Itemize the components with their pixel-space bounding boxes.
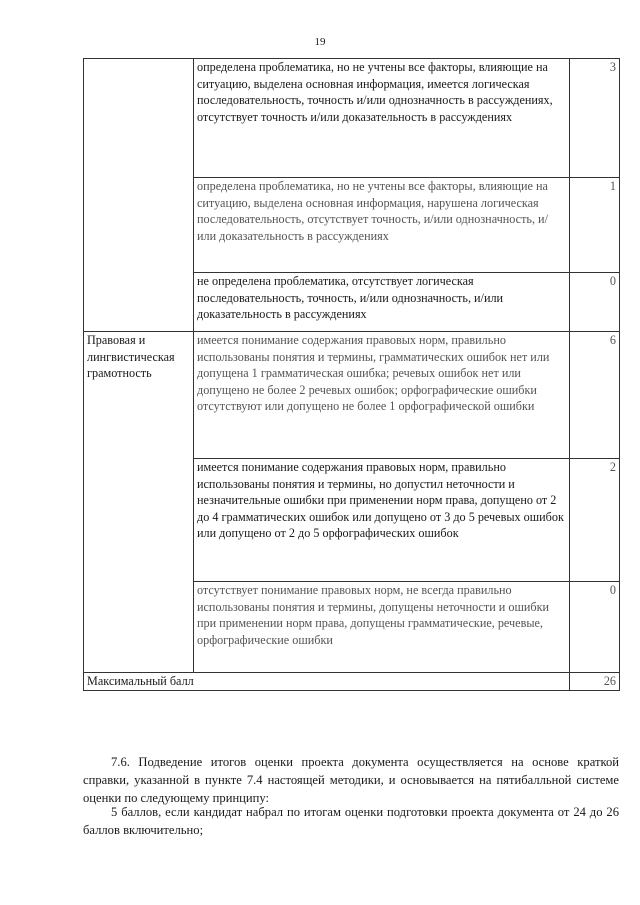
max-score-label: Максимальный балл <box>84 673 570 691</box>
criterion-points: 6 <box>570 332 620 459</box>
criterion-description: имеется понимание содержания правовых норм, правильно использованы понятия и термины, грамматических ошибок нет или допущена 1 грамматическая ошибка; речевых ошибок нет или допущено не более 2 речевых ошибок; орфографические ошибки отсутствуют или допущено не более 1 орфографической ошибки <box>194 332 570 459</box>
criterion-points: 3 <box>570 59 620 178</box>
criteria-table <box>83 58 620 691</box>
paragraph: 7.6. Подведение итогов оценки проекта документа осуществляется на основе краткой справки, указанной в пункте 7.4 настоящей методики, и основывается на пятибалльной системе оценки по следующему принципу: <box>83 755 619 805</box>
page-number: 19 <box>314 36 326 48</box>
paragraph: 5 баллов, если кандидат набрал по итогам оценки подготовки проекта документа от 24 до 26 баллов включительно; <box>83 805 619 837</box>
criterion-description: не определена проблематика, отсутствует логическая последовательность, точность, и/или однозначность, и/или доказательность в рассуждениях <box>194 273 570 332</box>
table-row <box>84 59 620 178</box>
criterion-points: 0 <box>570 273 620 332</box>
criterion-points: 0 <box>570 582 620 673</box>
criterion-points: 2 <box>570 459 620 582</box>
max-score-row <box>84 673 620 691</box>
criterion-description: определена проблематика, но не учтены все факторы, влияющие на ситуацию, выделена основная информация, имеется логическая последовательность, точность и/или однозначность в рассуждениях, отсутствует точность и/или доказательность в рассуждениях <box>194 59 570 178</box>
criterion-description: имеется понимание содержания правовых норм, правильно использованы понятия и термины, но допустил неточности и незначительные ошибки при применении норм права, допущено от 2 до 4 грамматических ошибок или допущено от 3 до 5 речевых ошибок или допущено от 2 до 5 орфографических ошибок <box>194 459 570 582</box>
criterion-description: отсутствует понимание правовых норм, не всегда правильно использованы понятия и термины, допущены неточности и ошибки при применении норм права, допущены грамматические, речевые, орфографические ошибки <box>194 582 570 673</box>
criterion-points: 1 <box>570 178 620 273</box>
criterion-name: Правовая и лингвистическая грамотность <box>84 332 194 673</box>
table-row <box>84 332 620 459</box>
max-score-value: 26 <box>570 673 620 691</box>
criterion-description: определена проблематика, но не учтены все факторы, влияющие на ситуацию, выделена основная информация, нарушена логическая последовательность, отсутствует точность, и/или однозначность, и/или доказательность в рассуждениях <box>194 178 570 273</box>
criterion-cell <box>84 59 194 332</box>
